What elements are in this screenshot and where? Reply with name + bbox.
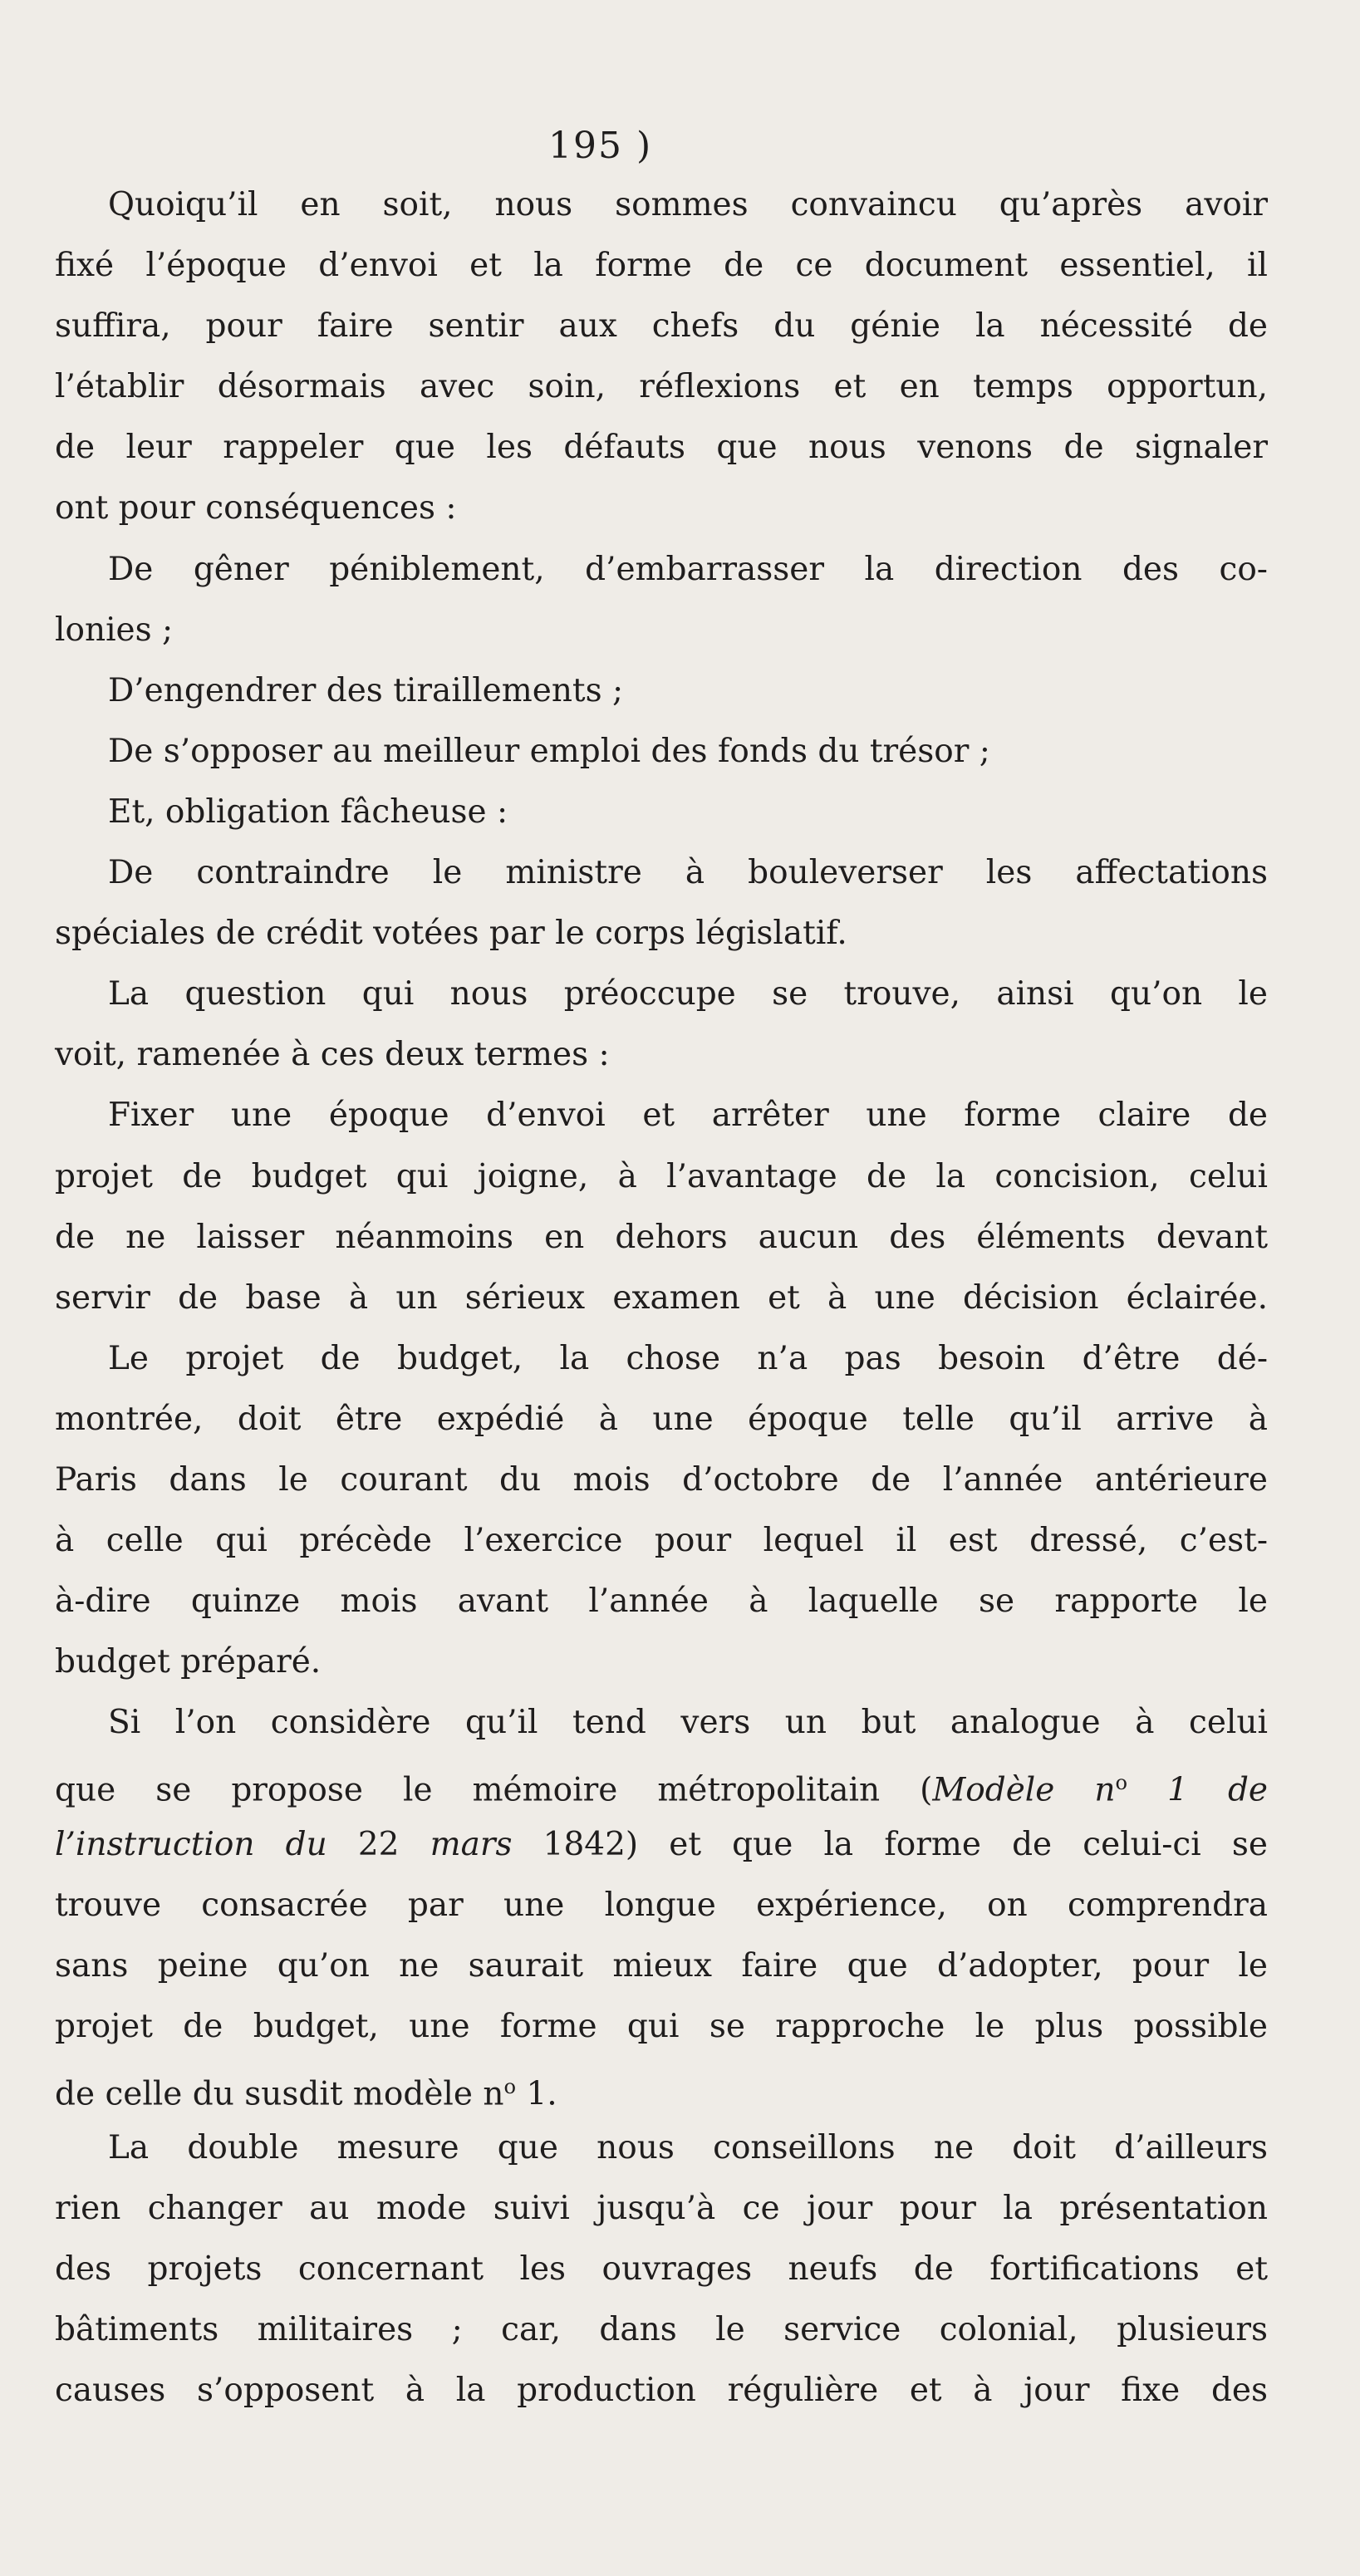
text-line: de ne laisser néanmoins en dehors aucun des éléments devant bbox=[55, 1218, 1268, 1256]
text-line: spéciales de crédit votées par le corps législatif. bbox=[55, 915, 847, 953]
text-line: budget préparé. bbox=[55, 1643, 322, 1681]
text-line: à celle qui précède l’exercice pour lequel il est dressé, c’est- bbox=[55, 1522, 1268, 1560]
text-line: l’établir désormais avec soin, réflexions et en temps opportun, bbox=[55, 368, 1268, 406]
text-run: de celle du susdit modèle n bbox=[55, 2075, 504, 2113]
text-line: trouve consacrée par une longue expérience, on comprendra bbox=[55, 1886, 1268, 1924]
text-line: de leur rappeler que les défauts que nous venons de signaler bbox=[55, 429, 1268, 467]
text-line: D’engendrer des tiraillements ; bbox=[108, 671, 624, 709]
text-line: La double mesure que nous conseillons ne doit d’ailleurs bbox=[108, 2129, 1268, 2166]
text-line bbox=[55, 2057, 1268, 2117]
text-line: Le projet de budget, la chose n’a pas besoin d’être dé- bbox=[108, 1339, 1268, 1377]
text-line: De s’opposer au meilleur emploi des fonds du trésor ; bbox=[108, 732, 990, 770]
text-run: 1842) et que la forme de celui-ci se bbox=[512, 1825, 1268, 1863]
text-line: projet de budget, une forme qui se rapproche le plus possible bbox=[55, 2007, 1268, 2045]
text-line: De contraindre le ministre à bouleverser les affectations bbox=[108, 854, 1268, 892]
italic-text: 1 de bbox=[1127, 1771, 1269, 1809]
text-line: Quoiqu’il en soit, nous sommes convaincu qu’après avoir bbox=[108, 186, 1268, 223]
text-line: des projets concernant les ouvrages neufs de fortifications et bbox=[55, 2250, 1268, 2289]
superscript: o bbox=[503, 2074, 517, 2098]
body-text bbox=[55, 174, 1268, 2421]
superscript: o bbox=[1115, 1771, 1128, 1795]
text-line: Fixer une époque d’envoi et arrêter une forme claire de bbox=[108, 1097, 1268, 1135]
text-line bbox=[55, 1814, 1268, 1875]
text-line: bâtiments militaires ; car, dans le service colonial, plusieurs bbox=[55, 2311, 1268, 2349]
text-line: à-dire quinze mois avant l’année à laquelle se rapporte le bbox=[55, 1582, 1268, 1621]
text-line: lonies ; bbox=[55, 611, 174, 649]
text-line bbox=[55, 1753, 1268, 1813]
text-line: projet de budget qui joigne, à l’avantage de la concision, celui bbox=[55, 1157, 1268, 1195]
text-line: Et, obligation fâcheuse : bbox=[108, 792, 508, 831]
text-line: montrée, doit être expédié à une époque telle qu’il arrive à bbox=[55, 1400, 1268, 1438]
text-line: ont pour conséquences : bbox=[55, 489, 457, 527]
text-line: sans peine qu’on ne saurait mieux faire que d’adopter, pour le bbox=[55, 1946, 1268, 1985]
text-line: De gêner péniblement, d’embarrasser la direction des co- bbox=[108, 550, 1268, 588]
text-line: causes s’opposent à la production régulière et à jour fixe des bbox=[55, 2372, 1268, 2410]
text-line: rien changer au mode suivi jusqu’à ce jour pour la présentation bbox=[55, 2190, 1268, 2228]
text-run: que se propose le mémoire métropolitain ( bbox=[55, 1771, 933, 1809]
text-line: voit, ramenée à ces deux termes : bbox=[55, 1036, 610, 1074]
page-number: 195 ) bbox=[548, 125, 653, 167]
text-line: La question qui nous préoccupe se trouve, ainsi qu’on le bbox=[108, 975, 1268, 1013]
italic-text: Modèle n bbox=[932, 1771, 1116, 1809]
text-run: 1. bbox=[516, 2075, 557, 2113]
italic-text: l’instruction du bbox=[55, 1825, 327, 1863]
italic-text: mars bbox=[430, 1825, 513, 1863]
text-line: fixé l’époque d’envoi et la forme de ce document essentiel, il bbox=[55, 247, 1268, 285]
text-line: servir de base à un sérieux examen et à une décision éclairée. bbox=[55, 1278, 1268, 1317]
text-line: suffira, pour faire sentir aux chefs du génie la nécessité de bbox=[55, 307, 1268, 346]
text-line: Paris dans le courant du mois d’octobre de l’année antérieure bbox=[55, 1460, 1268, 1499]
text-run: 22 bbox=[326, 1825, 430, 1863]
text-line: Si l’on considère qu’il tend vers un but analogue à celui bbox=[108, 1704, 1268, 1742]
